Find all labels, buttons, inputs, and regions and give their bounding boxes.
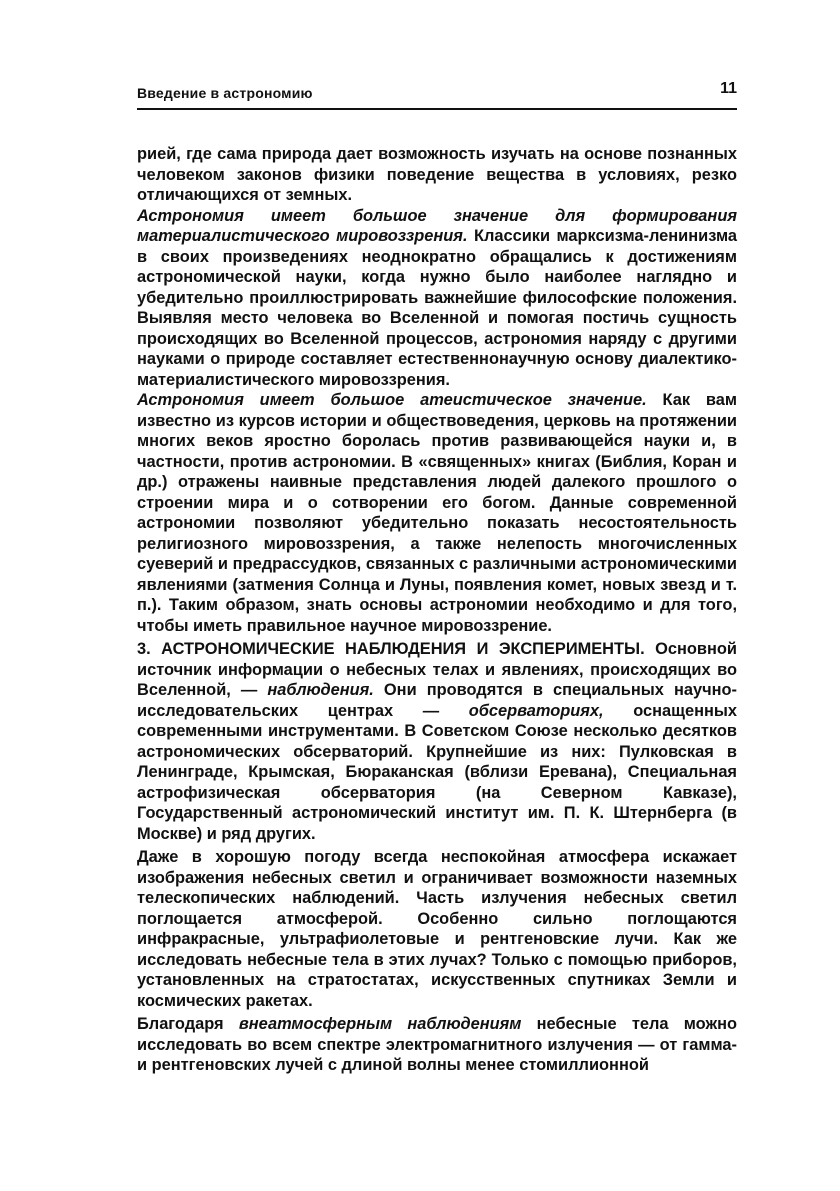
paragraph-text: Классики марксизма-ленинизма в своих произведениях неоднократно обращались к достижениям астрономической науки, когда нужно было наиболее наглядно и убедительно проиллюстрировать важнейшие философские положения. Выявляя место человека во Вселенной и помогая постичь сущность происходящих во Вселенной процессов, астрономия наряду с другими науками о природе составляет естественнонаучную основу диалектико-материалистического мировоззрения. xyxy=(137,227,737,389)
term-italic: наблюдения. xyxy=(267,681,374,699)
paragraph-text: небесные тела можно исследовать во всем спектре электромагнитного излучения — от гамма- и рентгеновских лучей с длиной волны менее стомиллионной xyxy=(137,1015,737,1074)
paragraph-atheism xyxy=(137,390,737,636)
paragraph-atmosphere xyxy=(137,847,737,1011)
term-italic: обсерваториях, xyxy=(468,701,604,720)
paragraph-materialism xyxy=(137,206,737,391)
page-number: 11 xyxy=(720,80,737,97)
paragraph-continuation xyxy=(137,144,737,206)
paragraph-observations xyxy=(137,639,737,844)
running-title: Введение в астрономию xyxy=(137,85,313,101)
page-body xyxy=(137,144,737,1076)
paragraph-text: Как вам известно из курсов истории и обществоведения, церковь на протяжении многих веков яростно боролась против развивающейся науки и, в частности, против астрономии. В «священных» книгах (Библия, Коран и др.) отражены наивные представления людей далекого прошлого о строении мира и о сотворении его богом. Данные современной астрономии позволяют убедительно показать несостоятельность религиозного мировоззрения, а также нелепость многочисленных суеверий и предрассудков, связанных с различными астрономическими явлениями (затмения Солнца и Луны, появления комет, новых звезд и т. п.). Таким образом, знать основы астрономии необходимо и для того, чтобы иметь правильное научное мировоззрение. xyxy=(137,391,737,635)
term-italic: внеатмосферным наблюдениям xyxy=(238,1015,522,1033)
paragraph-text: Они проводятся в специальных научно-исследовательских центрах — xyxy=(137,681,737,720)
paragraph-text: оснащенных современными инструментами. В Советском Союзе несколько десятков астрономических обсерваторий. Крупнейшие из них: Пулковская в Ленинграде, Крымская, Бюраканская (вблизи Еревана), Специальная астрофизическая обсерватория (на Северном Кавказе), Государственный астрономический институт им. П. К. Штернберга (в Москве) и ряд других. xyxy=(137,701,737,843)
paragraph-extra-atmospheric xyxy=(137,1014,737,1076)
paragraph-lead-italic: Астрономия имеет большое атеистическое значение. xyxy=(137,391,647,409)
page-header xyxy=(137,76,737,106)
paragraph-text: Даже в хорошую погоду всегда неспокойная атмосфера искажает изображения небесных светил и ограничивает возможности наземных телескопических наблюдений. Часть излучения небесных светил поглощается атмосферой. Особенно сильно поглощаются инфракрасные, ультрафиолетовые и рентгеновские лучи. Как же исследовать небесные тела в этих лучах? Только с помощью приборов, установленных на стратостатах, искусственных спутниках Земли и космических ракетах. xyxy=(137,848,737,1010)
section-heading: 3. АСТРОНОМИЧЕСКИЕ НАБЛЮДЕНИЯ И ЭКСПЕРИМЕНТЫ. xyxy=(137,640,645,658)
paragraph-lead-italic: Астрономия имеет большое значение для формирования материалистического мировоззрения. xyxy=(137,206,737,245)
paragraph-text: Благодаря xyxy=(137,1015,239,1033)
paragraph-text: рией, где сама природа дает возможность изучать на основе познанных человеком законов физики поведение вещества в условиях, резко отличающихся от земных. xyxy=(137,145,737,204)
paragraph-text: Основной источник информации о небесных телах и явлениях, происходящих во Вселенной, — xyxy=(137,640,737,699)
header-divider xyxy=(137,108,737,110)
